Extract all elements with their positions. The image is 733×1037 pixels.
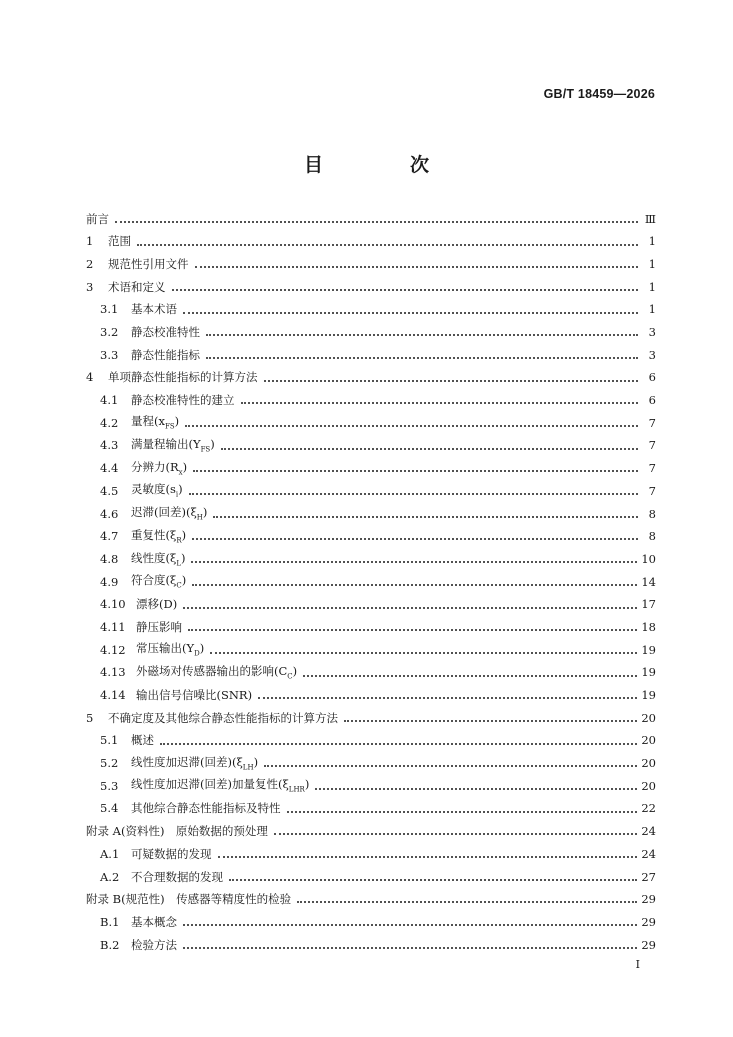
toc-entry-suffix: ) xyxy=(178,482,183,497)
toc-entry-page: 19 xyxy=(641,688,656,703)
toc-entry-text: 量程(x xyxy=(131,414,165,429)
toc-entry[interactable] xyxy=(86,208,656,231)
toc-entry-label xyxy=(131,439,221,453)
toc-entry-suffix: ) xyxy=(304,777,310,792)
dot-leader xyxy=(206,356,638,359)
dot-leader xyxy=(315,787,637,790)
dot-leader xyxy=(210,651,637,654)
toc-entry-page: 17 xyxy=(641,597,656,612)
toc-entry-text: 分辨力(R xyxy=(131,459,179,474)
toc-entry-label xyxy=(131,527,192,545)
toc-entry[interactable] xyxy=(86,253,656,276)
toc-entry-page: 6 xyxy=(648,370,656,385)
toc-entry[interactable] xyxy=(86,503,656,526)
toc-entry-number: 4.13 xyxy=(100,665,126,680)
toc-entry-label xyxy=(136,619,188,634)
toc-entry-label xyxy=(131,846,218,861)
dot-leader xyxy=(183,311,638,314)
toc-entry-number: A.2 xyxy=(100,869,120,884)
toc-entry-suffix: ) xyxy=(182,459,188,474)
toc-entry-label xyxy=(131,459,193,477)
toc-entry-page: 24 xyxy=(641,846,656,861)
toc-entry-number: 4.11 xyxy=(100,619,126,634)
toc-entry-text: 不合理数据的发现 xyxy=(131,869,223,884)
toc-entry-label xyxy=(108,256,195,271)
toc-entry-label xyxy=(131,735,160,747)
toc-entry-text: 术语和定义 xyxy=(108,279,166,294)
dot-leader xyxy=(241,401,639,404)
toc-entry[interactable] xyxy=(86,889,656,912)
toc-entry-label xyxy=(86,211,115,226)
toc-entry-page: 7 xyxy=(648,415,656,430)
dot-leader xyxy=(189,492,638,495)
toc-entry-label xyxy=(131,416,185,430)
toc-entry[interactable] xyxy=(86,276,656,299)
dot-leader xyxy=(115,220,638,223)
toc-entry[interactable] xyxy=(86,639,656,662)
toc-entry-page: 7 xyxy=(648,483,656,498)
toc-entry-label xyxy=(131,484,189,498)
toc-entry-label xyxy=(108,279,172,294)
toc-entry-suffix: ) xyxy=(253,754,259,769)
standard-number: GB/T 18459—2026 xyxy=(543,87,655,101)
toc-entry-number: B.1 xyxy=(100,914,120,929)
toc-entry-label xyxy=(131,395,241,407)
dot-leader xyxy=(287,810,638,813)
toc-entry-number: 3.1 xyxy=(100,302,119,317)
toc-entry-page: 3 xyxy=(648,325,656,340)
toc-entry-label xyxy=(131,507,213,521)
toc-entry-label xyxy=(136,663,303,681)
dot-leader xyxy=(193,469,638,472)
toc-entry[interactable] xyxy=(86,435,656,458)
toc-entry-subscript: FS xyxy=(164,422,175,431)
toc-entry-page: 1 xyxy=(648,256,656,271)
toc-entry-text: 重复性(ξ xyxy=(131,527,177,542)
toc-entry[interactable] xyxy=(86,412,656,435)
toc-entry-suffix: ) xyxy=(292,663,298,678)
toc-entry-number: 3.3 xyxy=(100,347,119,362)
toc-entry-number: 4.5 xyxy=(100,483,119,498)
toc-entry-text: 灵敏度(s xyxy=(131,482,176,497)
toc-entry-text: 线性度(ξ xyxy=(131,550,177,565)
toc-entry-label xyxy=(108,710,344,725)
toc-entry-number: 5.2 xyxy=(100,756,119,771)
toc-entry-number: 4.8 xyxy=(100,551,119,566)
page-number: I xyxy=(635,958,640,971)
dot-leader xyxy=(274,832,637,835)
toc-entry[interactable] xyxy=(86,344,656,367)
toc-entry-subscript: L xyxy=(176,558,181,567)
toc-entry-text: 线性度加迟滞(回差)(ξ xyxy=(131,754,243,769)
toc-entry[interactable] xyxy=(86,662,656,685)
toc-entry[interactable] xyxy=(86,753,656,776)
toc-entry-page: 29 xyxy=(641,914,656,929)
toc-entry-label xyxy=(131,754,264,771)
toc-entry-suffix: ) xyxy=(210,437,215,452)
toc-entry-page: 20 xyxy=(641,710,656,725)
toc-entry-label xyxy=(136,599,183,611)
toc-entry[interactable] xyxy=(86,548,656,571)
toc-entry-number: 4.4 xyxy=(100,461,119,476)
toc-entry-subscript: C xyxy=(287,672,293,681)
toc-entry-number: 5.4 xyxy=(100,801,119,816)
toc-entry-number: 5.3 xyxy=(100,778,119,793)
toc-entry-page: 20 xyxy=(641,756,656,771)
toc-entry-page: 29 xyxy=(641,937,656,952)
toc-entry[interactable] xyxy=(86,707,656,730)
toc-entry-text: 静态性能指标 xyxy=(131,347,200,362)
toc-entry-page: 8 xyxy=(648,529,656,544)
toc-entry-label xyxy=(131,914,183,929)
dot-leader xyxy=(303,674,637,677)
toc-entry-text: 附录 B(规范性) 传感器等精度性的检验 xyxy=(86,892,292,907)
dot-leader xyxy=(183,923,637,926)
toc-entry-label xyxy=(136,690,258,702)
toc-entry-number: 5 xyxy=(86,710,94,725)
toc-entry-suffix: ) xyxy=(180,550,186,565)
toc-entry-text: 外磁场对传感器输出的影响(C xyxy=(136,663,288,678)
toc-entry-number: 4.1 xyxy=(100,393,119,408)
toc-entry-text: 概述 xyxy=(131,733,154,748)
toc-entry-subscript: LH xyxy=(242,762,254,771)
dot-leader xyxy=(160,742,637,745)
toc-entry-number: 4.2 xyxy=(100,415,119,430)
toc-entry-label xyxy=(108,372,264,384)
toc-entry[interactable] xyxy=(86,390,656,413)
toc-entry-page: 1 xyxy=(648,279,656,294)
toc-entry-text: 范围 xyxy=(108,234,131,249)
toc-entry[interactable] xyxy=(86,526,656,549)
toc-entry[interactable] xyxy=(86,798,656,821)
toc-entry-label xyxy=(131,575,192,589)
toc-entry-text: 输出信号信噪比(SNR) xyxy=(136,688,253,703)
toc-entry-subscript: R xyxy=(176,536,182,545)
toc-entry-number: 4.10 xyxy=(100,597,126,612)
toc-entry-text: 迟滞(回差)(ξ xyxy=(131,505,197,520)
dot-leader xyxy=(264,379,639,382)
toc-entry-subscript: FS xyxy=(200,445,211,454)
toc-entry-subscript: D xyxy=(194,649,200,658)
dot-leader xyxy=(188,628,637,631)
toc-entry-number: 4.14 xyxy=(100,688,126,703)
toc-entry-page: 20 xyxy=(641,733,656,748)
dot-leader xyxy=(206,333,638,336)
toc-entry-page: 14 xyxy=(641,574,656,589)
toc-entry-page: 24 xyxy=(641,824,656,839)
dot-leader xyxy=(344,719,637,722)
toc-entry-label xyxy=(131,937,183,952)
toc-entry[interactable] xyxy=(86,458,656,481)
toc-entry-number: 5.1 xyxy=(100,733,119,748)
toc-entry[interactable] xyxy=(86,594,656,617)
toc-entry-suffix: ) xyxy=(199,641,205,656)
toc-entry-page: 29 xyxy=(641,892,656,907)
toc-entry-label xyxy=(131,803,287,815)
toc-entry-number: 1 xyxy=(86,234,94,249)
toc-entry-label xyxy=(136,643,210,657)
toc-entry-text: 不确定度及其他综合静态性能指标的计算方法 xyxy=(108,710,338,725)
toc-entry-number: B.2 xyxy=(100,937,120,952)
toc-entry-suffix: ) xyxy=(202,505,208,520)
toc-entry-label xyxy=(86,894,297,906)
toc-entry-label xyxy=(131,304,183,316)
toc-entry-label xyxy=(131,550,191,567)
toc-entry-page: 1 xyxy=(648,234,656,249)
toc-entry-text: 满量程输出(Y xyxy=(131,437,201,452)
dot-leader xyxy=(229,878,637,881)
toc-entry-page: 8 xyxy=(648,506,656,521)
toc-entry-page: 20 xyxy=(641,778,656,793)
toc-entry-text: 规范性引用文件 xyxy=(108,256,189,271)
dot-leader xyxy=(137,243,638,246)
toc-entry-number: 3 xyxy=(86,279,94,294)
toc-entry[interactable] xyxy=(86,821,656,844)
dot-leader xyxy=(264,764,637,767)
toc-entry-page: 6 xyxy=(648,393,656,408)
toc-entry-text: 单项静态性能指标的计算方法 xyxy=(108,370,258,385)
dot-leader xyxy=(183,606,637,609)
toc-entry-label xyxy=(86,826,274,838)
toc-entry[interactable] xyxy=(86,934,656,957)
toc-entry[interactable] xyxy=(86,866,656,889)
toc-entry-page: 3 xyxy=(648,347,656,362)
dot-leader xyxy=(258,696,637,699)
toc-entry-suffix: ) xyxy=(181,527,187,542)
table-of-contents xyxy=(86,208,656,957)
toc-entry-text: 静压影响 xyxy=(136,619,182,634)
toc-entry-text: 漂移(D) xyxy=(136,597,178,612)
toc-entry[interactable] xyxy=(86,730,656,753)
toc-entry-number: 4 xyxy=(86,370,94,385)
toc-entry-label xyxy=(131,779,315,793)
dot-leader xyxy=(192,537,638,540)
toc-entry-text: 其他综合静态性能指标及特性 xyxy=(131,801,281,816)
toc-entry-label xyxy=(131,327,206,339)
toc-entry-text: 符合度(ξ xyxy=(131,573,177,588)
toc-entry-page: 1 xyxy=(648,302,656,317)
toc-entry-subscript: H xyxy=(196,513,203,522)
toc-entry-subscript: LHR xyxy=(288,785,305,794)
toc-entry-page: 7 xyxy=(648,461,656,476)
toc-entry[interactable] xyxy=(86,684,656,707)
toc-entry-text: 附录 A(资料性) 原始数据的预处理 xyxy=(86,824,268,839)
dot-leader xyxy=(221,447,638,450)
toc-entry[interactable] xyxy=(86,231,656,254)
toc-entry-page: 19 xyxy=(641,642,656,657)
dot-leader xyxy=(185,424,638,427)
toc-entry-number: A.1 xyxy=(100,846,120,861)
toc-entry-label xyxy=(131,869,229,884)
toc-entry[interactable] xyxy=(86,843,656,866)
toc-entry[interactable] xyxy=(86,911,656,934)
toc-entry-page: 10 xyxy=(641,551,656,566)
toc-entry-text: 基本概念 xyxy=(131,914,177,929)
toc-entry-label xyxy=(131,347,206,362)
toc-entry[interactable] xyxy=(86,775,656,798)
dot-leader xyxy=(183,946,637,949)
toc-entry-text: 静态校准特性的建立 xyxy=(131,393,235,408)
toc-entry[interactable] xyxy=(86,367,656,390)
dot-leader xyxy=(192,583,637,586)
toc-entry-page: 19 xyxy=(641,665,656,680)
toc-entry[interactable] xyxy=(86,480,656,503)
toc-entry-subscript: C xyxy=(176,581,182,590)
toc-entry[interactable] xyxy=(86,616,656,639)
toc-entry-number: 4.3 xyxy=(100,438,119,453)
dot-leader xyxy=(213,515,638,518)
dot-leader xyxy=(218,855,638,858)
toc-entry-page: 18 xyxy=(641,619,656,634)
toc-entry-text: 线性度加迟滞(回差)加量复性(ξ xyxy=(131,777,289,792)
toc-entry-number: 4.6 xyxy=(100,506,119,521)
toc-title: 目 次 xyxy=(303,154,463,176)
toc-entry-page: 27 xyxy=(641,869,656,884)
toc-entry-text: 检验方法 xyxy=(131,937,177,952)
toc-entry[interactable] xyxy=(86,571,656,594)
dot-leader xyxy=(191,560,637,563)
toc-entry-subscript: i xyxy=(175,490,179,499)
toc-entry[interactable] xyxy=(86,321,656,344)
toc-entry-page: Ⅲ xyxy=(644,211,656,226)
toc-entry-text: 可疑数据的发现 xyxy=(131,846,212,861)
toc-entry[interactable] xyxy=(86,299,656,322)
toc-entry-suffix: ) xyxy=(181,573,187,588)
dot-leader xyxy=(297,900,637,903)
toc-entry-subscript: x xyxy=(178,468,183,477)
toc-entry-number: 4.12 xyxy=(100,642,126,657)
toc-entry-number: 4.7 xyxy=(100,529,119,544)
toc-entry-page: 7 xyxy=(648,438,656,453)
toc-entry-text: 基本术语 xyxy=(131,302,177,317)
toc-entry-number: 3.2 xyxy=(100,325,119,340)
dot-leader xyxy=(195,265,639,268)
toc-entry-text: 前言 xyxy=(86,211,109,226)
toc-entry-label xyxy=(108,236,137,248)
toc-entry-page: 22 xyxy=(641,801,656,816)
toc-entry-suffix: ) xyxy=(174,414,180,429)
toc-entry-text: 静态校准特性 xyxy=(131,325,200,340)
toc-entry-text: 常压输出(Y xyxy=(136,641,195,656)
toc-entry-number: 2 xyxy=(86,256,94,271)
dot-leader xyxy=(172,288,639,291)
toc-entry-number: 4.9 xyxy=(100,574,119,589)
